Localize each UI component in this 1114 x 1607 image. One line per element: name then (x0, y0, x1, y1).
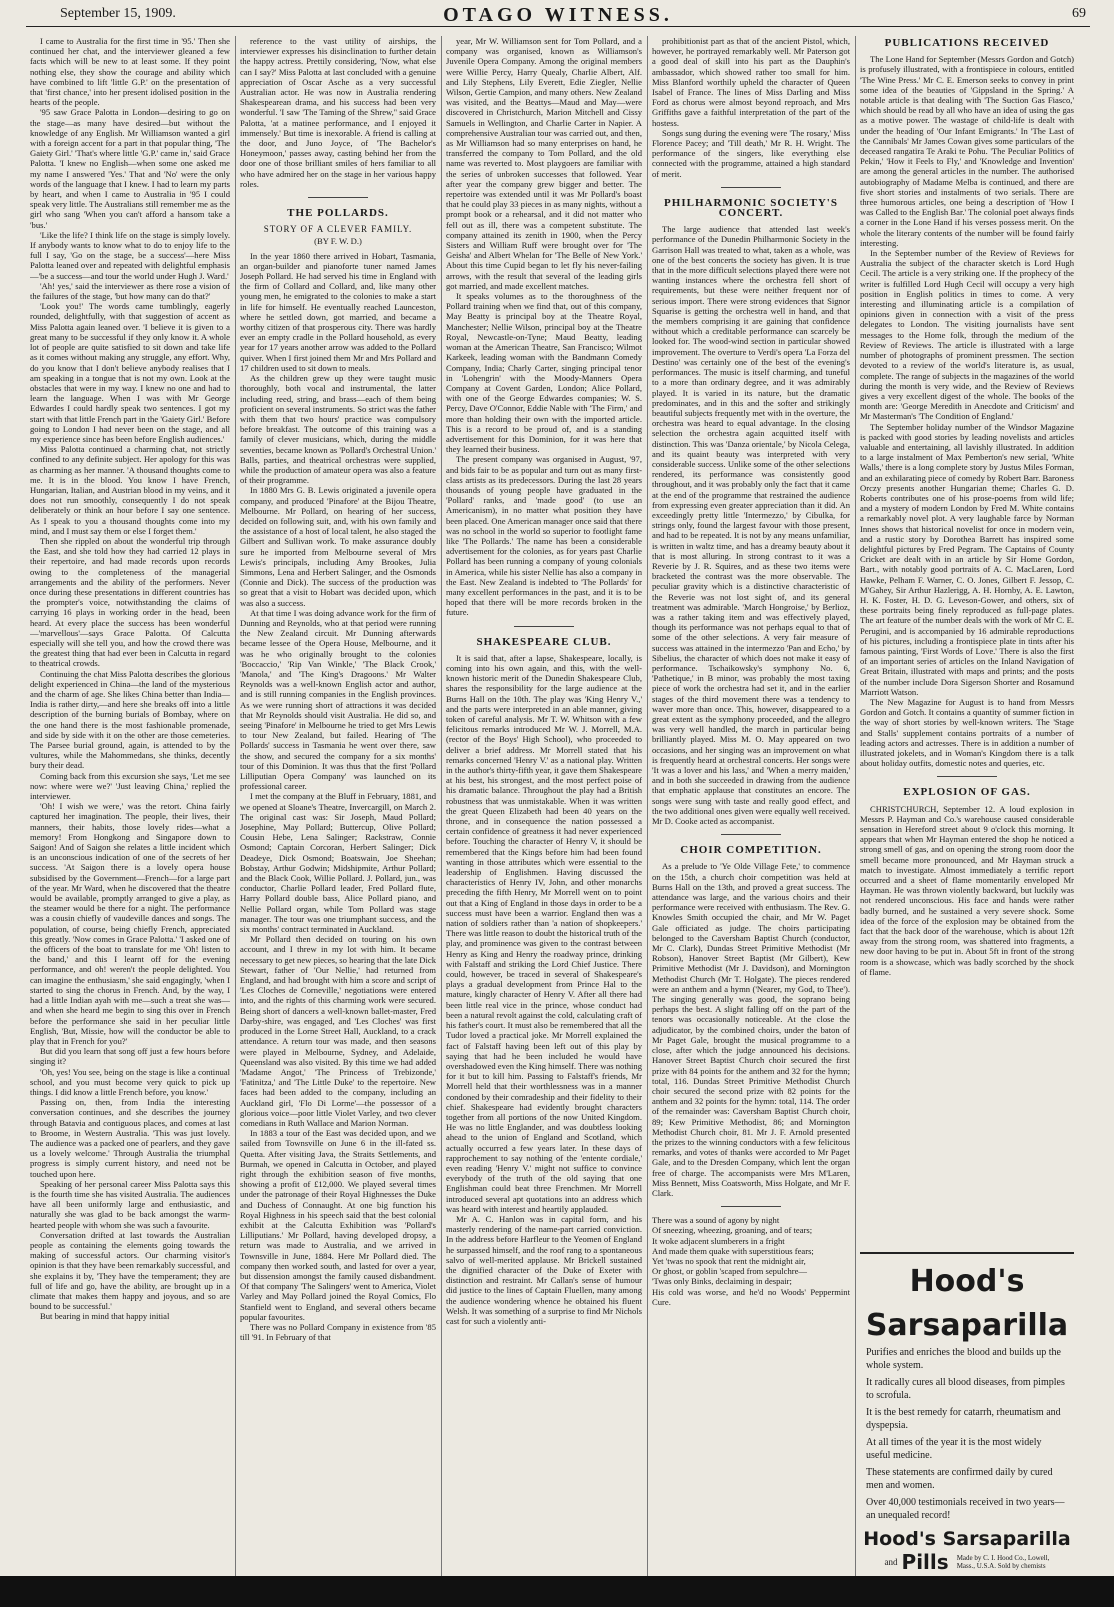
paragraph: Miss Palotta continued a charming chat, not strictly confined to any definite subject. Her apology for this was as charming as her manner. 'A thousand thoughts come to me. It is in the blood. You know I have French, Hungarian, Italian, and Austrian blood in my veins, and it does not run smoothly, consequently I do not speak deliberately or think an hour before I say one sentence. As I speak to you a thousand thoughts come into my mind, and I must say them or else I forget them.' (30, 444, 230, 536)
verse-line: And made them quake with superstitious fears; (652, 1245, 814, 1256)
paragraph: In the September number of the Review of Reviews for Australia the subject of the character sketch is Lord Hugh Cecil. The article is a very striking one. If the prophecy of the writer is fulfilled Lord Hugh Cecil will occupy a very high position in English politics in times to come. A very interesting and illuminating article is a compilation of opinions given in connection with a visit of the press delegates to London. The visiting journalists have sent messages to the Home folk, through the medium of the Review of Reviews. The article is illustrated with a large number of photographs of prominent pressmen. The section devoted to a review of the world's literature is, as usual, complete. The range of subjects in the magazines of the world during the month is very wide, and the Review of Reviews gives a very excellent digest of the whole. The books of the month are: 'George Meredith in Anecdote and Criticism' and Mr Masterman's 'The Condition of England.' (860, 248, 1074, 422)
paragraph: There was no Pollard Company in existence from '85 till '91. In February of that (240, 1321, 436, 1343)
ad-text-line: These statements are confirmed daily by cured men and women. (866, 1467, 1053, 1491)
paragraph: It is said that, after a lapse, Shakespeare, locally, is coming into his own again, and this, with the well-known historic merit of the Dunedin Shakespeare Club, shares the responsibility for the large audience at the Burns Hall on the 10th. The play was 'King Henry V.,' and the parts were interpreted in an able manner, giving token of careful analysis. Mr T. W. Whitson with a few felicitous remarks introduced Mr W. J. Morrell, M.A. (rector of the Boys' High School), who proceeded to deliver a brief address. Mr Morrell stated that his remarks concerned 'Henry V.' as a national play. Written in the author's thirty-fifth year, it gave them Shakespeare at his best, his strongest, and the most perfect poise of his dramatic balance. Throughout the play had a British robustness that was unmistakable. When it was written the great Queen Elizabeth had been 40 years on the throne, and in consequence the nation possessed a certain confidence of greatness it had never experienced before. Touching the character of Henry V, it should be remembered that the Kings before him had been found wanting in those attributes which were essential to the leadership of Englishmen. Having discussed the characteristics of Henry IV, John, and other monarchs preceding the fifth Henry, Mr Morrell went on to point out that a King of England in those days in order to be a success must have been a warrior. England then was a nation of soldiers rather than 'a nation of shopkeepers.' There was little reason to doubt the historical truth of the play, and prominence was given to the contrast between Henry as King and Henry the roadway prince, drinking with Falstaff and striking the Lord Chief Justice. There could, however, be traced in several of Shakespeare's plays a gradual development from Prince Hal to the mature, kingly character of Henry V. After all there had been little real vice in the prince, whose conduct had been a natural revolt against the cold, calculating craft of his father's court. It must also be remembered that all the Tudor loved a practical joke. Mr Morrell explained the fact of Falstaff having been left out of this play by saying that had he been included he would have overshadowed even the King himself. There was nothing for it but to kill him. Passing to Falstaff's friends, Mr Morrell held that their worthlessness was in a manner condoned by their comradeship and their fidelity to their chief. Shakespeare had evidently brought characters together from all portions of the now United Kingdom. He was no little Englander, and was doubtless looking ahead to the union of England and Scotland, which actually occurred a few years later. In these days of rapprochement to say nothing of the 'entente cordiale,' even reading 'Henry V.' might not suffice to convince everybody of the truth of the old saying that one Englishman could beat three Frenchmen. Mr Morrell introduced several apt quotations into an address which was heard with interest and heartily applauded. (446, 652, 642, 1214)
paragraph: 'Look you!' The words came tumblingly, eagerly rounded, delightfully, with that suggestion of accent as Miss Palotta again leaned over. 'I believe it is given to a great many to be successful if they only know it. A whole lot of people are quite satisfied to sit down and take life as it comes without making any struggle, any effort. Why, do you know that I don't believe anybody realises that I am speaking in a tongue that is not my own. Look at the obstacles that were in my way. I knew no one and had to learn the language. When I was with Mr George Edwardes I could hardly speak two sentences. I got my start with that little French part in the 'Gaiety Girl.' Before going to London I had never been on the stage, and all my experience since has been before English audiences.' (30, 301, 230, 444)
page-number: 69 (1072, 6, 1086, 21)
page-header (26, 4, 1090, 27)
ad-pills-line (860, 1550, 1074, 1574)
column-rule (235, 36, 236, 1576)
paragraph: In the year 1860 there arrived in Hobart, Tasmania, an organ-builder and pianoforte tuner named James Joseph Pollard. He had served his time in England with the firm of Collard and Collard, and, like many other young men, he emigrated to the colonies to make a start in life for himself. He eventually reached Launceston, where he settled down, got married, and became a worthy citizen of that prosperous city. There was hardly ever an empty cradle in the Pollard household, as every year for 17 years another arrow was added to the Pollard quiver. When I first joined them Mr and Mrs Pollard and 17 children used to sit down to meals. (240, 250, 436, 373)
verse-line: Or ghost, or goblin 'scaped from sepulchre— (652, 1266, 808, 1277)
paragraph: '95 saw Grace Palotta in London—desiring to go on the stage—as many have desired—but without the knowledge of any English. Mr Williamson wanted a girl with a foreign accent for a part in that popular thing, 'The Gaiety Girl.' 'That's where little 'G.P.' came in,' said Grace Palotta. 'I knew no English—when some one asked me my name I answered 'Yes.' That and 'No' were the only words of the language that I knew. I had to learn my parts by heart, and when I came to Australia in '95 I could speak very little. The Australians still remember me as the girl who sang 'When you can't afford a hansom take a 'bus.' (30, 107, 230, 230)
verse-line: 'Twas only Binks, declaiming in despair; (652, 1276, 792, 1287)
paragraph: Then she rippled on about the wonderful trip through the East, and she told how they had carried 12 plays in their repertoire, and had made records upon records owing to the completeness of the managerial arrangements and the ability of the performers. Never once during these presentations in different countries has the prompter's voice, notwithstanding the claims of carrying 16 plays in working order in the head, been heard. At every place the success has been wonderful—'marvellous'—says Grace Palotta. Of Calcutta especially will she tell you, and how the crowd there was the greatest thing that had ever been in Calcutta in regard to theatrical crowds. (30, 535, 230, 669)
column-1 (30, 36, 230, 1576)
column-rule (855, 36, 856, 1576)
paragraph: Mr A. C. Hanlon was in capital form, and his masterly rendering of the name-part carried conviction. In the address before Harfleur to the Yeomen of England he surpassed himself, and the roof rang to a spontaneous salvo of well-merited applause. Mr Brickell sustained the dignified character of the Duke of Exeter with distinction and restraint. Mr Callan's sense of humour did justice to the lines of Captain Fluellen, many among the audience wondering whence he obtained his fluent Welsh. It was something of a surprise to find Mr Nichols cast for such a violently anti- (446, 1213, 642, 1326)
ad-text-line: It is the best remedy for catarrh, rheumatism and dyspepsia. (866, 1407, 1061, 1431)
paragraph: Continuing the chat Miss Palotta describes the glorious delight experienced in China—the land of the mysterious and the charm of age. She likes China better than India—India is rather dirty,—and here she breaks off into a little description of the burning burials of Bombay, where on the one hand there is the most fashionable promenade, and side by side with it on the other are those cemeteries. The Parsee burial ground, again, is attended to by the vultures, while the Mahommedans, she thinks, decently bury their dead. (30, 668, 230, 771)
column-5 (860, 36, 1074, 1246)
paragraph: year, Mr W. Williamson sent for Tom Pollard, and a company was organised, known as Williamson's Juvenile Opera Company. Among the original members were Willie Percy, Harry Quealy, Charlie Albert, Alf. and Lily Stephens, Lily Everett, Edie Ziegler, Nellie Wilson, Gertie Campion, and many others. New Zealand was visited, and the Beattys—Maud and May—were discovered in Christchurch, Marion Mitchell and Cissy Samuels in Wellington, and Charlie Carter in Napier. A comprehensive Australian tour was carried out, and then, as Mr Williamson had so many enterprises on hand, he transferred the company to Tom Pollard, and the old name was reverted to. Most playgoers are familiar with the series of unbroken successes that followed. Year after year the company grew bigger and better. The repertoire was extended until it was Mr Pollard's boast that he could play 33 pieces in as many nights, without a prompt book or a rehearsal, and it did not matter who fell out as ill, there was a competent substitute. The company attained its zenith in 1900, when the Percy Sisters and William Ruff were brought over for 'The Geisha' and Albert Whelan for 'The Belle of New York.' About this time Cupid began to let fly his never-failing arrows, with the result that several of the leading girls got married, and made excellent matches. (446, 36, 642, 291)
paragraph: Mr Pollard then decided on touring on his own account, and I threw in my lot with him. It became necessary to get new pieces, so hearing that the late Dick Stewart, father of 'Our Nellie,' had returned from England, and had brought with him a score and script of 'Les Cloches de Corneville,' negotiations were entered into, and the rights of this charming work were secured. Being short of dancers a well-known ballet-master, Fred Darby-shire, was engaged, and 'Les Cloches' was first produced in the Lorne Street Hall, Auckland, to a crack attendance. A return tour was made, and then seasons were played in Melbourne, Sydney, and Adelaide, Queensland was also visited. By this time we had added 'Madame Angot,' 'The Princess of Trebizonde,' 'Fatinitza,' and 'The Little Duke' to the repertoire. New faces had been added to the company, including an Auckland girl, 'Flo Di Lorme'—the possessor of a glorious voice—poor little Violet Varley, and two clever comedians in Ruth Wallace and Marion Norman. (240, 934, 436, 1128)
paragraph: It speaks volumes as to the thoroughness of the Pollard training when we find that, out of this company, May Beatty is principal boy at the Theatre Royal, Manchester; Nellie Wilson, principal boy at the Theatre Royal, Newcastle-on-Tyne; Maud Beatty, leading woman at the American Theatre, San Francisco; Wilmot Karkeek, leading woman with the Bandmann Comedy Company, India; Charly Carter, singing principal tenor in 'Lohengrin' with the Moody-Manners Opera Company at Covent Garden, London; Alice Pollard, with one of the George Edwardes companies; W. S. Percy, Dave O'Connor, Eddie Nable with 'The Firm,' and more than holding their own with the imported article. This is a record to be proud of, and is a standing advertisement for this Dominion, for it was here that they learned their business. (446, 291, 642, 455)
paragraph: But bearing in mind that happy initial (40, 1311, 170, 1322)
article-title-publications: PUBLICATIONS RECEIVED (884, 37, 1050, 49)
paragraph: But did you learn that song off just a few hours before singing it? (30, 1046, 230, 1067)
ad-footer-brand: Hood's Sarsaparilla (863, 1528, 1071, 1550)
verse-line: It woke adjacent slumberers in a fright (652, 1235, 785, 1246)
article-title-philharmonic: PHILHARMONIC SOCIETY'S (664, 196, 838, 209)
article-title-choir-competition: CHOIR COMPETITION. (680, 844, 822, 857)
divider (937, 776, 997, 777)
paragraph: As a prelude to 'Ye Olde Village Fete,' to commence on the 15th, a church choir competition was held at Burns Hall on the 13th, and proved a great success. The attendance was large, and the various choirs and their performance were received with enthusiasm. The Rev. G. Knowles Smith occupied the chair, and Mr W. Paget Gale officiated as judge. The choirs participating belonged to the Caversham Baptist Church (conductor, Mr C. Clark), Dundas Street Primitive Methodist (Mr Robson), Hanover Street Baptist (Mr Gilbert), Kew Primitive Methodist (Mr J. Davidson), and Mornington Methodist Church (Mr T. Holgate). The pieces rendered were an anthem and a hymn ('Nearer, my God, to Thee'). The singing generally was good, the soprano being perhaps the best. A slight falling off on the part of the tenors was occasionally noticeable. At the close the adjudicator, by the combined choirs, under the baton of Mr Paget Gale, brought the musical programme to a close, after which the judge announced his decisions. Hanover Street Baptist Church choir secured the first prize with 84 points for the anthem and 32 for the hymn; total, 116. Dundas Street Primitive Methodist Church choir secured the second prize with 82 points for the anthem and 32 points for the hymn: total, 114. The order of the remainder was: Caversham Baptist Church choir, 89; Kew Primitive Methodist, 86; and Mornington Methodist Church choir, 81. Mr J. F. Arnold presented the prizes to the winning conductors with a few felicitous remarks, and votes of thanks were accorded to Mr Paget Gale, and to the Dresden Company, which lent the organ free of charge. The accompanists were Mrs M'Laren, Miss Bennett, Miss Coatsworth, Miss Holgate, and Mr F. Clark. (652, 861, 850, 1198)
ad-maker-line: Mass., U.S.A. Sold by chemists (956, 1562, 1046, 1570)
article-byline: (BY F. W. D.) (314, 236, 362, 247)
article-subtitle: STORY OF A CLEVER FAMILY. (263, 224, 413, 235)
column-2 (240, 36, 436, 1576)
ad-maker (957, 1554, 1050, 1570)
verse-line: Yet 'twas no spook that rent the midnight air, (652, 1255, 806, 1266)
paragraph: The September holiday number of the Windsor Magazine is packed with good stories by leading novelists and articles valuable and entertaining, all lavishly illustrated. In addition to a large instalment of Max Pemberton's new serial, 'White Walls,' there is a long complete story by Justus Miles Forman, and an exhilarating piece of comedy by Robert Barr. Baroness Orczy presents another Hungarian theme; Charles G. D. Roberts contributes one of his prose-poems from wild life; and a mystery of modern London by Fred M. White contains a remarkably novel plot. A very laughable farce by Norman Innes shows that historical novelist for once in modern vein, and a rustic story by Dorothea Barrett has inspired some delightful pictures by Fred Pegram. The Captains of County Cricket are dealt with in an article by Sir Home Gordon, Bart., with notably good portraits of A. C. MacLaren, Lord Hawke, Pelham F. Warner, C. O. Jones, Gilbert F. Jessop, C. M'Gahey, Sir Arthur Hazlerigg, A. H. Hornby, A. E. Lawton, H. K. Foster, H. D. G. Leveson-Gower, and others, six of these portraits being finely reproduced as full-page plates. The art feature of the number deals with the work of Mr C. E. Perugini, and is accompanied by 16 admirable reproductions of his pictures, including a frontispiece plate in tints after his famous painting, 'First Words of Love.' There is also the first of an important series of articles on the Inland Navigation of Great Britain, illustrated with maps and prints; and the posts of the number include Dora Sigerson Shorter and Rosamund Marriott Watson. (860, 421, 1074, 697)
ad-maker-line: Made by C. I. Hood Co., Lowell, (956, 1554, 1050, 1562)
paragraph: prohibitionist part as that of the ancient Pistol, which, however, he portrayed remarkably well. Mr Paterson got a good deal of skill into his part as the Dauphin's ambassador, which showed rather too small for him. Miss Blanford worthily upheld the character of Queen Isabel of France. The lines of Miss Darling and Miss Ford as chorus were almost beyond reproach, and Mrs Griffiths gave a faithful interpretation of the part of the hostess. (652, 36, 850, 128)
verse-line: Of sneezing, wheezing, groaning, and of tears; (652, 1225, 813, 1236)
divider (721, 834, 781, 835)
divider (721, 187, 781, 188)
divider (514, 626, 574, 627)
paragraph: In 1880 Mrs G. B. Lewis originated a juvenile opera company, and produced 'Pinafore' at the Bijou Theatre, Melbourne. Mr Pollard, on hearing of her success, decided on following suit, and, with his own family and the assistance of a host of local talent, he also staged the Gilbert and Sullivan work. To make assurance doubly sure he imported from Melbourne several of Mrs Lewis's principals, including Amy Brookes, Julia Simmons, Lena and Herbert Salinger, and the Osmonds (Connie and Dick). The success of the production was so great that a visit to Hobart was decided upon, which was also a success. (240, 485, 436, 608)
article-title-concert: CONCERT. (718, 207, 784, 220)
ad-text-line: It radically cures all blood diseases, from pimples to scrofula. (866, 1377, 1065, 1401)
article-title-explosion: EXPLOSION OF GAS. (903, 786, 1031, 799)
ad-title-line-1: Hood's (909, 1264, 1025, 1299)
hoods-sarsaparilla-advertisement (860, 1252, 1074, 1576)
column-3 (446, 36, 642, 1576)
paragraph: 'Oh! I wish we were,' was the retort. China fairly captured her imagination. The people, their lives, their manners, their habits, those lovely rides—what a memory! From Hongkong and Singapore down to Saigon! And of Saigon she relates a little incident which is an unconscious indication of one of the secrets of her success. 'At Saigon there is a lovely opera house subsidised by the Government—French—for a large part of the year. Mr Ward, when he discovered that the theatre would be available, promptly arranged to give a play, as the steamer would be there for a night. The performance was a cousin chiefly of vaudeville dances and songs. The population, of course, being chiefly French, appreciated this greatly. 'Now comes in Grace Palotta.' 'I asked one of the officers of the boat to translate for me 'Oh! listen to the band,' and this I learnt off for the evening performance, and oh! weren't the people delighted. You can imagine the enthusiasm,' she said engagingly, 'when I started to sing the chorus in French. And, by the way, I had a little Indian ayah with me—such a treat she was—and when she heard me begin to sing this over in French before the performance she said in her peculiar little English, 'But, Missie, how will the conductor be able to play that in French for you?' (30, 801, 230, 1046)
paragraph: As the children grew up they were taught music thoroughly, both vocal and instrumental, the latter including reed, string, and brass—each of them being proficient on several instruments. So strict was the father with them that two hours' practice was compulsory before breakfast. The outcome of this training was a family of clever musicians, which, during the middle seventies, became known as 'Pollard's Orchestral Union.' Balls, parties, and theatrical orchestras were supplied, while the production of amateur opera was also a feature of their programme. (240, 373, 436, 486)
paragraph: In 1883 a tour of the East was decided upon, and we sailed from Townsville on June 6 in the ill-fated ss. Quetta. After visiting Java, the Straits Settlements, and Burmah, we opened in Calcutta in October, and played right through the exhibition season of five months, showing a profit of £12,000. We played several times under the patronage of their Royal Highnesses the Duke and Duchess of Connaught. At one big function his Royal Highness in his speech said that the best colonial exhibit at the Calcutta Exhibition was 'Pollard's Lilliputians.' Mr Pollard, having developed dropsy, a return was made to Australia, and we arrived in Townsville in June, 1884. Here Mr Pollard died. The company then worked south, and lasted for over a year, but dissension amongst the family caused disbandment. Of that company 'The Salingers' went to America, Violet Varley and May Pollard joined the Royal Comics, Flo Stanfield went to England, and several others became popular favourites. (240, 1128, 436, 1322)
ad-text-line: Purifies and enriches the blood and builds up the whole system. (866, 1347, 1061, 1371)
paragraph: The present company was organised in August, '97, and bids fair to be as popular and turn out as many first-class artists as its predecessors. During the last 28 years thousands of young people have graduated in the 'Pollard' ranks, and 'made good' (to use an Americanism), in no matter what position they have been placed. One American manager once said that there was no school in the world so superior to footlight fame like 'The Pollards.' The name has been a considerable advertisement for the colonies, as for years past Charlie Pollard has been running a company of young colonials in America, while his sister Nellie has also a company in the East. New Zealand is indebted to 'The Pollards' for many excellent performances in the past, and it is to be hoped that there will be more records broken in the future. (446, 454, 642, 618)
scan-edge-bar (0, 1576, 1114, 1607)
divider (308, 197, 368, 198)
paragraph: Coming back from this excursion she says, 'Let me see now: where were we?' 'Just leaving China,' replied the interviewer. (30, 770, 230, 802)
newspaper-title: OTAGO WITNESS. (443, 4, 673, 26)
issue-date: September 15, 1909. (60, 6, 176, 21)
divider (721, 1206, 781, 1207)
paragraph: 'Ah! yes,' said the interviewer as there rose a vision of the failures of the stage, 'but how many can do that?' (30, 280, 230, 302)
paragraph: Passing on, then, from India the interesting conversation continues, and she describes the journey through Batavia and contiguous places, and comes at last to Broome, in Western Australia. 'This was just lovely. The audience was a packed one of pearlers, and they gave us a lovely welcome.' Through Australia the triumphal progress is simply current history, and need not be touched upon here. (30, 1097, 230, 1179)
column-rule (441, 36, 442, 1576)
column-4 (652, 36, 850, 1576)
paragraph: At that time I was doing advance work for the firm of Dunning and Reynolds, who at that period were running the New Zealand circuit. Mr Dunning afterwards became lessee of the Opera House, Melbourne, and it was he who originally brought to the colonies 'Boccaccio,' 'Rip Van Winkle,' 'The Black Crook,' 'Manola,' and 'The King's Dragoons.' Mr Walter Reynolds was a well-known English actor and author, and is still running companies in the English provinces. As we were running short of attractions it was decided that Mr Reynolds should visit Australia. He did so, and seeing 'Pinafore' in Melbourne he tried to get Mrs Lewis to tour New Zealand, but failed. Hearing of 'The Pollards' success in Tasmania he went over there, saw the show, and secured the company for a six months' tour of this Dominion. It was thus that the first 'Pollard Lilliputian Opera Company' was launched on its professional career. (240, 607, 436, 792)
ad-text-line: At all times of the year it is the most widely useful medicine. (866, 1437, 1042, 1461)
paragraph: The Lone Hand for September (Messrs Gordon and Gotch) is profusely illustrated, with a frontispiece in colours, entitled 'The Wine Press.' Mr C. E. Emerson seeks to convey in print some idea of the beauties of 'Gippsland in the Spring.' A notable article is that dealing with 'The Suction Gas Fiasco,' which should be read by all who have an idea of using the gas as a motive power. The wastage of child-life is dealt with under the heading of 'Our Infant Emigrants.' In 'The Last of the Cannibals' Mr James Cowan gives some particulars of the deceased rangatira Te Araki te Pohu. 'The Peculiar Politics of Pekin,' 'How it Feels to Fly,' and 'Knowledge and Invention' are among the general articles in the number. The authorised autobiography of Madame Melba is continued, and there are five short stories and instalments of two serials. There are three humorous articles, one being a description of 'How I was Called to the English Bar.' The colonial poet always finds a corner in the Lone Hand if his verses possess merit. On the whole the literary contents of the number will be found fairly interesting. (860, 54, 1074, 248)
ad-text-line: Over 40,000 testimonials received in two years—an unequaled record! (866, 1497, 1065, 1521)
verse-line: There was a sound of agony by night (652, 1215, 780, 1226)
column-rule (647, 36, 648, 1576)
paragraph: Conversation drifted at last towards the Australian people as containing the elements going towards the making of successful actors. Our charming visitor's opinion is that they have been remarkably successful, and she explains it by, 'They have the temperament; they are full of life and go, have the ability, are brought up in a climate that makes them happy and joyous, and so are bound to be successful.' (30, 1229, 230, 1312)
verse-line: His cold was worse, and he'd no Woods' Peppermint Cure. (652, 1286, 850, 1307)
paragraph: 'Like the life? I think life on the stage is simply lovely. If anybody wants to know what to do to enjoy life to the full I say, 'Go on the stage, be a success'—here Miss Palotta leaned over and repeated with delightful emphasis—'be a success—and tour the world under Hugh J. Ward.' (30, 229, 230, 281)
paragraph: reference to the vast utility of airships, the interviewer expresses his disinclination to further detain the happy actress. Prettily considering, 'Now, what else can I say?' Miss Palotta at last concluded with a genuine appreciation of Oscar Asche as a very successful Australian actor. He was now in Australia rendering Shakespearean drama, and his success had been very wonderful. 'I saw 'The Taming of the Shrew,'' said Grace Palotta, 'at a matinee performance, and I enjoyed it immensely.' But time is inexorable. A friend is calling at the door, and Juno Joyce, of 'The Bachelor's Honeymoon,' passes away, casting behind her from the door one of those brilliant smiles of hers familiar to all who have admired her on the stage in her various happy roles. (240, 36, 436, 189)
paragraph: CHRISTCHURCH, September 12. A loud explosion in Messrs P. Hayman and Co.'s warehouse caused considerable sensation in Hereford street about 9 o'clock this morning. It appears that when Mr Hayman entered the shop he noticed a strong smell of gas, and on opening the strong room door the smell became more pronounced, and Mr Hayman struck a match to investigate. Almost immediately a terrific report occurred and a sheet of flame momentarily enveloped Mr Hayman. He was thrown violently backward, but luckily was not rendered unconscious. His face and hands were rather badly burned, and he sustained a very severe shock. Some idea of the force of the explosion may be obtained from the fact that the back door of the warehouse, which is about 12ft away from the strong room, was shattered into fragments, a new door having to be put in. About 5ft in front of the strong room is a showcase, which was badly scorched by the shock of flame. (860, 803, 1074, 977)
paragraph: The New Magazine for August is to hand from Messrs Gordon and Gotch. It contains a quantity of summer fiction in the way of short stories by well-known writers. The 'Stage and Stalls' supplement contains portraits of a number of leading actors and actresses. There is in addition a number of illustrated jokelets, and in Woman's Kingdom there is a talk about holiday outfits, domestic notes and queries, etc. (860, 697, 1074, 769)
ad-pills: Pills (901, 1550, 949, 1574)
article-title-shakespeare-club: SHAKESPEARE CLUB. (476, 635, 612, 648)
paragraph: Speaking of her personal career Miss Palotta says this is the fourth time she has visited Australia. The audiences have all been uniformly large and enthusiastic, and naturally she was glad to be back amongst the warm-hearted people with whom she was such a favourite. (30, 1178, 230, 1230)
paragraph: The large audience that attended last week's performance of the Dunedin Philharmonic Society in the Garrison Hall was treated to what, taken as a whole, was one of the best concerts the society has given. It is true that in the more difficult selections played there were not wanting instances where the orchestra fell short of requirements, but these were neither frequent nor of serious import. There were strong evidences that Signor Squarise is getting the orchestra well in hand, and that the members comprising it are gaining that confidence without which a creditable performance can scarcely be looked for. The wood-wind section in particular showed improvement. The overture to Verdi's opera 'La Forza del Destino' was certainly one of the best of the evening's performances. The music is itself charming, and tuneful to a more than ordinary degree, and it was admirably played. It is varied in its nature, but the dramatic predominates, and in this and the softer and strikingly beautiful subjects frequently met with in the overture, the orchestra was heard to equal advantage. In the closing selection the orchestra again acquitted itself with distinction. This was 'Danza orientale,' by Nicola Celega, and its quaint beauty was interpreted with very considerable success. Unlike some of the other selections rendered, its performance was consistently good throughout, and it was probably only the fact that it came at the end of the programme that restrained the audience from expressing even greater appreciation than it did. An exceedingly pretty little 'Intermezzo,' by Cibulka, for strings only, found the largest favour with those present, and had to be repeated. It is not by any means unfamiliar, is written in waltz time, and has a dreamy beauty about it that is most alluring. In strong contrast to it was a Reverie by J. R. Squires, and as these two items were bracketed the contrast was the more observable. The peculiar gravity which is a distinctive characteristic of the Reverie was not lost sight of, and its general treatment was admirable. 'March Hongroise,' by Berlioz, was a rather taking item and was effectively played, though its performance was not perhaps equal to that of some of the other selections. A very fair measure of success was attained in the intermezzo 'Pan and Echo,' by Sibelius, the character of which does not make it easy of performance. Tschaikowsky's symphony No. 6, 'Pathetique,' in B minor, was probably the most taxing piece of work the orchestra had set it, and in the earlier stages of the third movement there was a tendency to waver more than once. This, however, disappeared to a great extent as the symphony proceeded, and the allegro was very well handled, the march in particular being brilliantly played. Miss M. O. May appeared on two occasions, and her singing was an improvement on what is frequently heard at orchestral concerts. Her songs were 'It was a lover and his lass,' and 'When a merry maiden,' and in both she succeeded in drawing from the audience that emphatic applause that constitutes an encore. The songs were sung with taste and really good effect, and the two additional ones given were equally well received. Mr D. Cooke acted as accompanist. (652, 224, 850, 827)
paragraph: I came to Australia for the first time in '95.' Then she continued her chat, and the interviewer gleaned a few facts which will be new to at least some. If they point nothing else, they show the courage and ability which have combined to lift 'little G.P.' on the presentation of that 'first chance,' into her present idolised position in the hearts of the people. (30, 36, 230, 108)
paragraph: 'Oh, yes! You see, being on the stage is like a continual school, and you must become very quick to pick up things. I did know a little French before, you know.' (30, 1066, 230, 1097)
paragraph: I met the company at the Bluff in February, 1881, and we opened at Sloane's Theatre, Invercargill, on March 2. The original cast was: Sir Joseph, Maud Pollard; Josephine, May Pollard; Buttercup, Olive Pollard; Cousin Hebe, Lena Salinger; Rackstraw, Connie Osmond; Captain Corcoran, Herbert Salinger; Dick Deadeye, Dick Osmond; Boatswain, Joe Sheehan; Bobstay, Arthur Godwin; Midshipmite, Arthur Pollard; and the Black Cook, Willie Pollard. J. Pollard, jun., was conductor, Charlie Pollard leader, Fred Pollard flute, Harry Pollard double bass, Alice Pollard piano, and Nellie Pollard organ, while Tom Pollard was stage manager. The tour was one triumphant success, and the six months' contract terminated in Auckland. (240, 791, 436, 935)
ad-and: and (884, 1557, 898, 1567)
paragraph: Songs sung during the evening were 'The rosary,' Miss Florence Pacey; and 'Till death,' Mr R. H. Wright. The performance of the singers, like everything else connected with the programme, attained a high standard of merit. (652, 127, 850, 179)
article-title-pollards: THE POLLARDS. (287, 207, 389, 220)
ad-title-line-2: Sarsaparilla (865, 1308, 1069, 1343)
